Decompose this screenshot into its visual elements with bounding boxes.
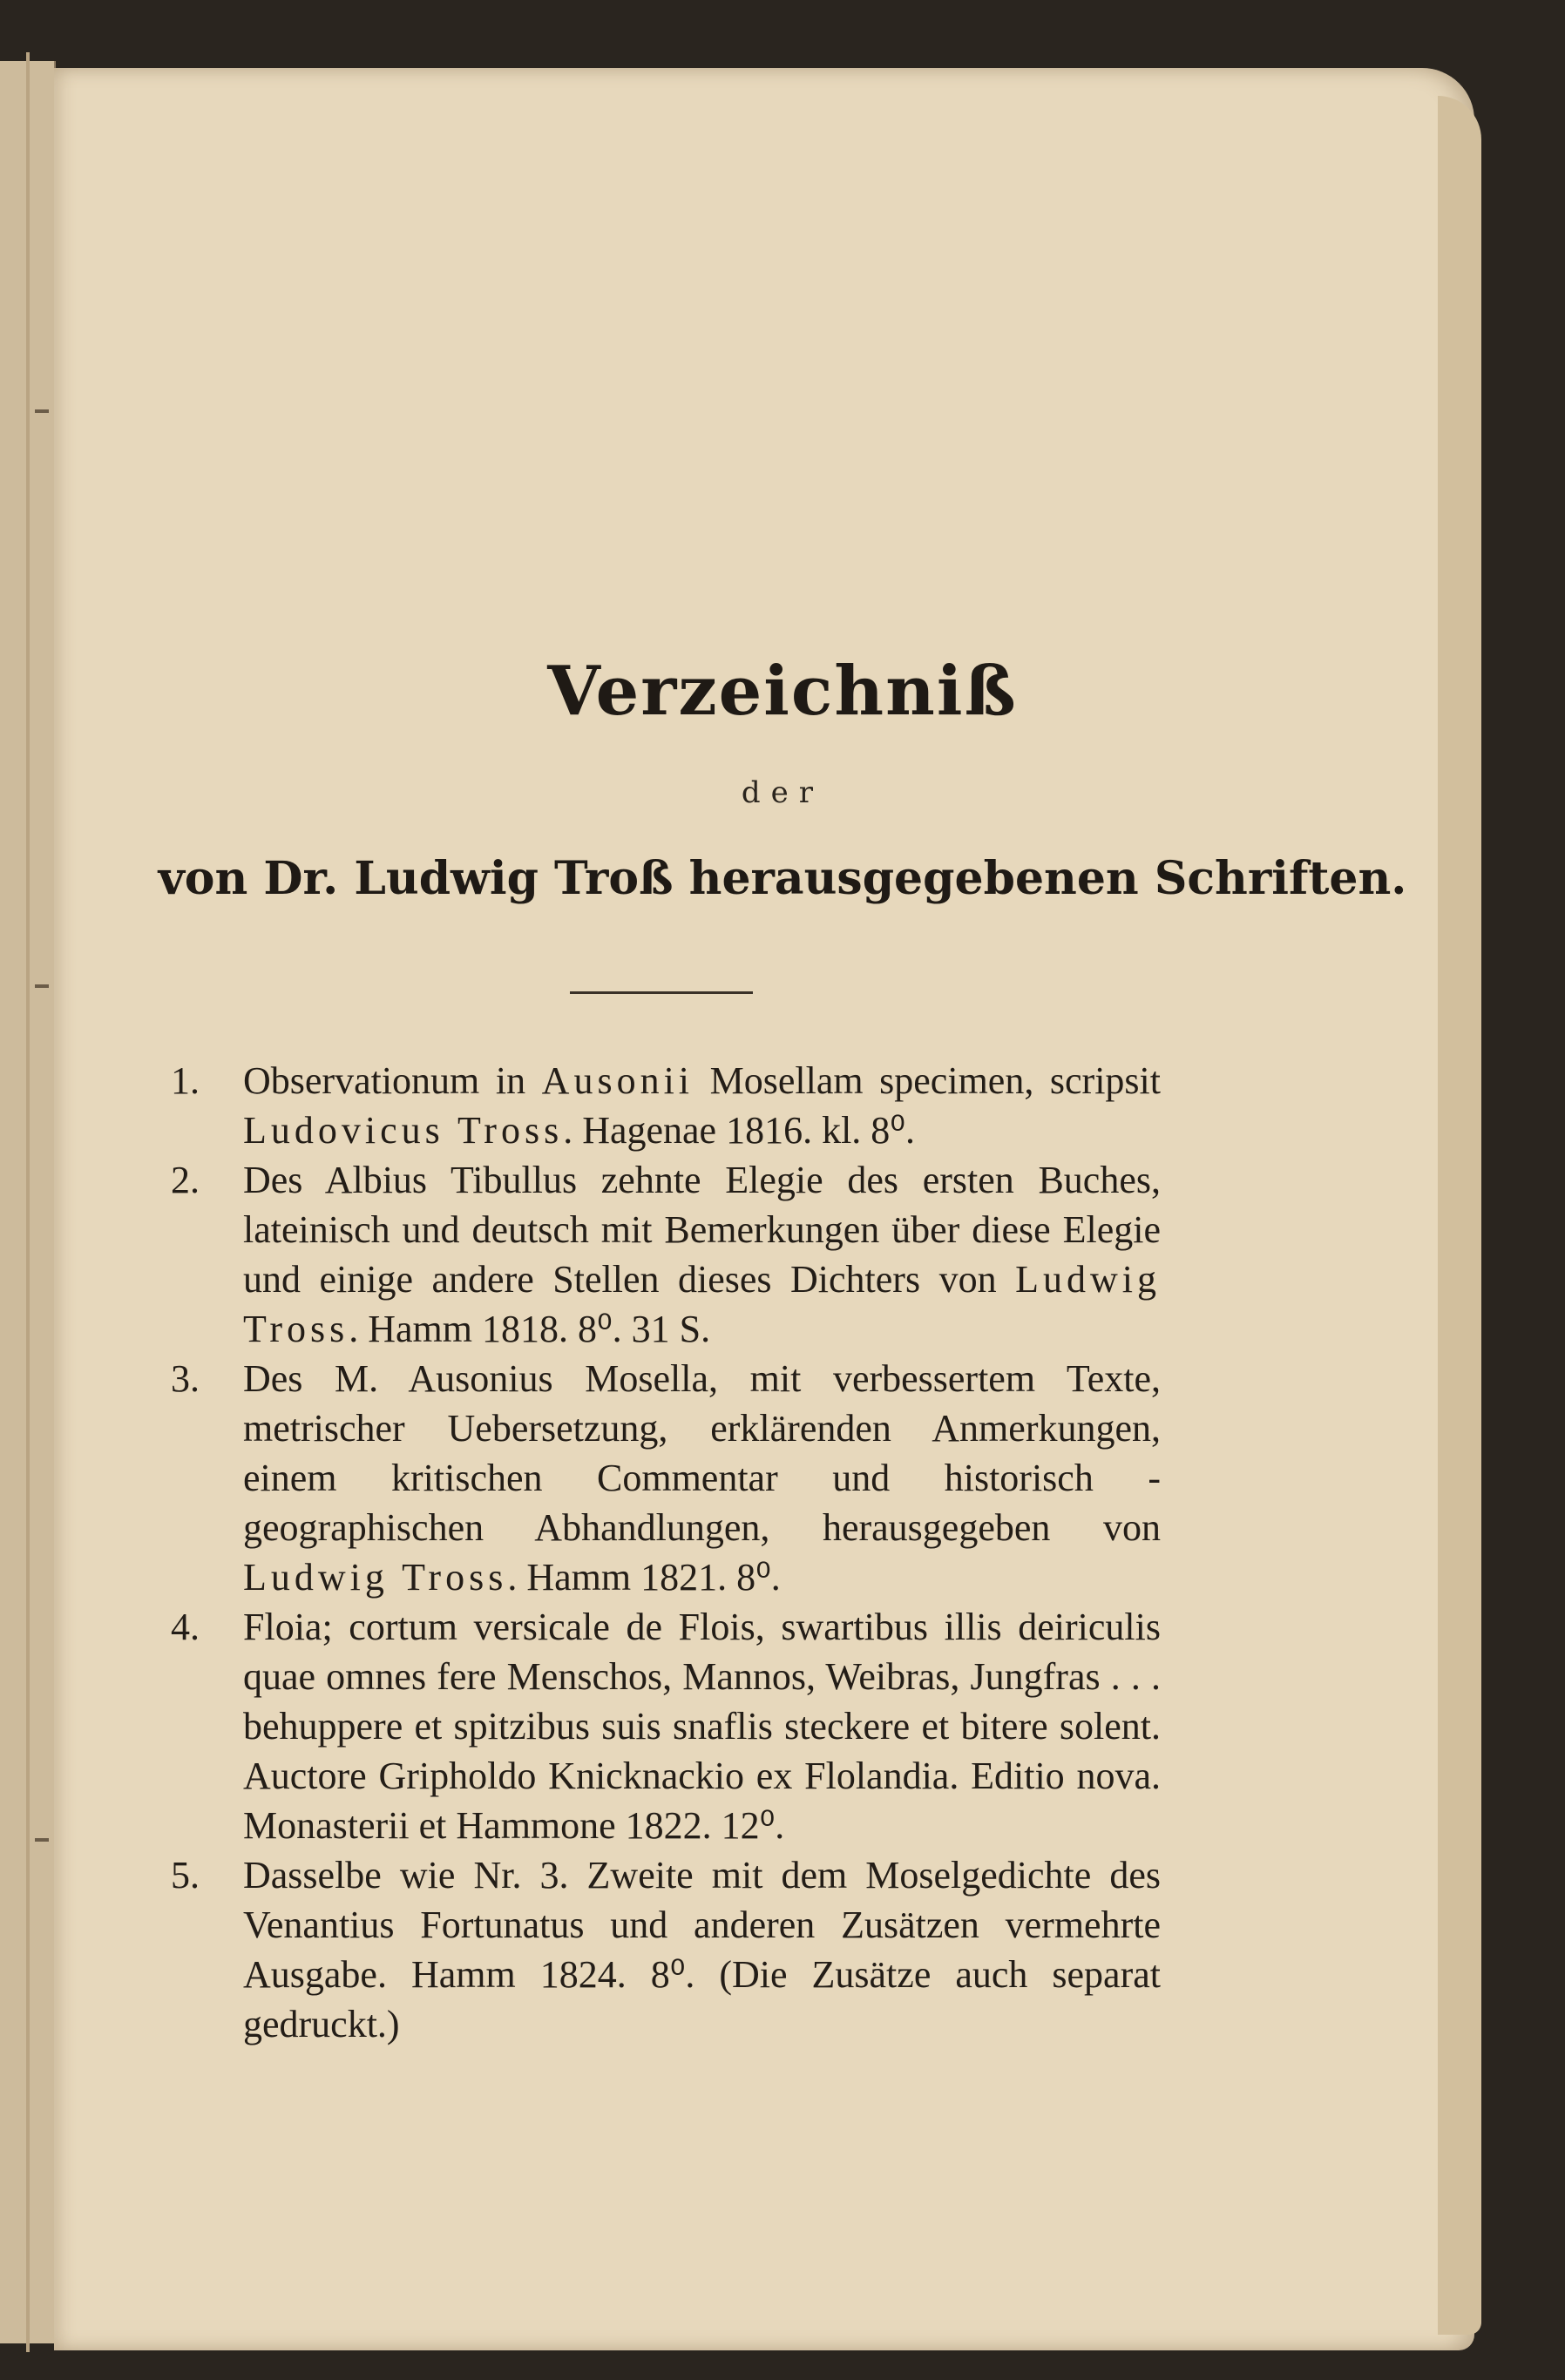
page-title: Verzeichniß <box>547 652 1018 731</box>
bibliography-entry <box>171 1155 1161 1354</box>
entry-number: 2. <box>171 1159 200 1201</box>
binding-stitch <box>35 1838 49 1842</box>
bibliography-entry <box>171 1602 1161 1850</box>
entry-text: Des M. Ausonius Mosella, mit verbessertem Texte, metrischer Uebersetzung, erklärenden Anmerkungen, einem kritischen Commentar und historisch - geographischen Abhandlungen, herausgegeben von <box>243 1357 1161 1549</box>
entry-author: Ludovicus Tross <box>243 1109 564 1152</box>
page-subtitle: der <box>741 775 824 810</box>
binding-edge <box>26 52 30 2352</box>
bibliography-entry <box>171 1354 1161 1602</box>
entry-number: 1. <box>171 1059 200 1102</box>
binding-stitch <box>35 409 49 413</box>
bibliography-entry <box>171 1850 1161 2049</box>
page-byline: von Dr. Ludwig Troß herausgegebenen Schriften. <box>158 852 1407 905</box>
entry-text: . Hamm 1821. 8⁰. <box>507 1556 781 1599</box>
entry-author: Ludwig Tross <box>243 1258 1161 1350</box>
entry-number: 3. <box>171 1357 200 1400</box>
entry-number: 5. <box>171 1854 200 1897</box>
title-rule <box>570 991 753 994</box>
binding-stitch <box>35 984 49 988</box>
bibliography-entry <box>171 1056 1161 1155</box>
entry-text: . Hagenae 1816. kl. 8⁰. <box>563 1109 915 1152</box>
entry-text-spaced: Ausonii <box>541 1059 694 1102</box>
entry-text: Dasselbe wie Nr. 3. Zweite mit dem Moselgedichte des Venantius Fortunatus und anderen Zusätzen vermehrte Ausgabe. Hamm 1824. 8⁰. (Die Zusätze auch separat gedruckt.) <box>243 1854 1161 2045</box>
entry-text: Floia; cortum versicale de Flois, swartibus illis deiriculis quae omnes fere Menschos, Mannos, Weibras, Jungfras . . . behuppere et spitzibus suis snaflis steckere et bitere solent. Auctore Gripholdo Knicknackio ex Flolandia. Editio nova. Monasterii et Hammone 1822. 12⁰. <box>243 1606 1161 1847</box>
entry-text: Des Albius Tibullus zehnte Elegie des ersten Buches, lateinisch und deutsch mit Bemerkungen über diese Elegie und einige andere Stellen dieses Dichters von <box>243 1159 1161 1301</box>
page-fore-edge <box>1438 96 1481 2335</box>
entry-author: Ludwig Tross <box>243 1556 508 1599</box>
entry-text: . Hamm 1818. 8⁰. 31 S. <box>349 1308 711 1350</box>
entry-text: Mosellam specimen, scripsit <box>694 1059 1161 1102</box>
entry-text: Observationum in <box>243 1059 542 1102</box>
bibliography-list <box>171 1056 1161 2049</box>
entry-number: 4. <box>171 1606 200 1648</box>
